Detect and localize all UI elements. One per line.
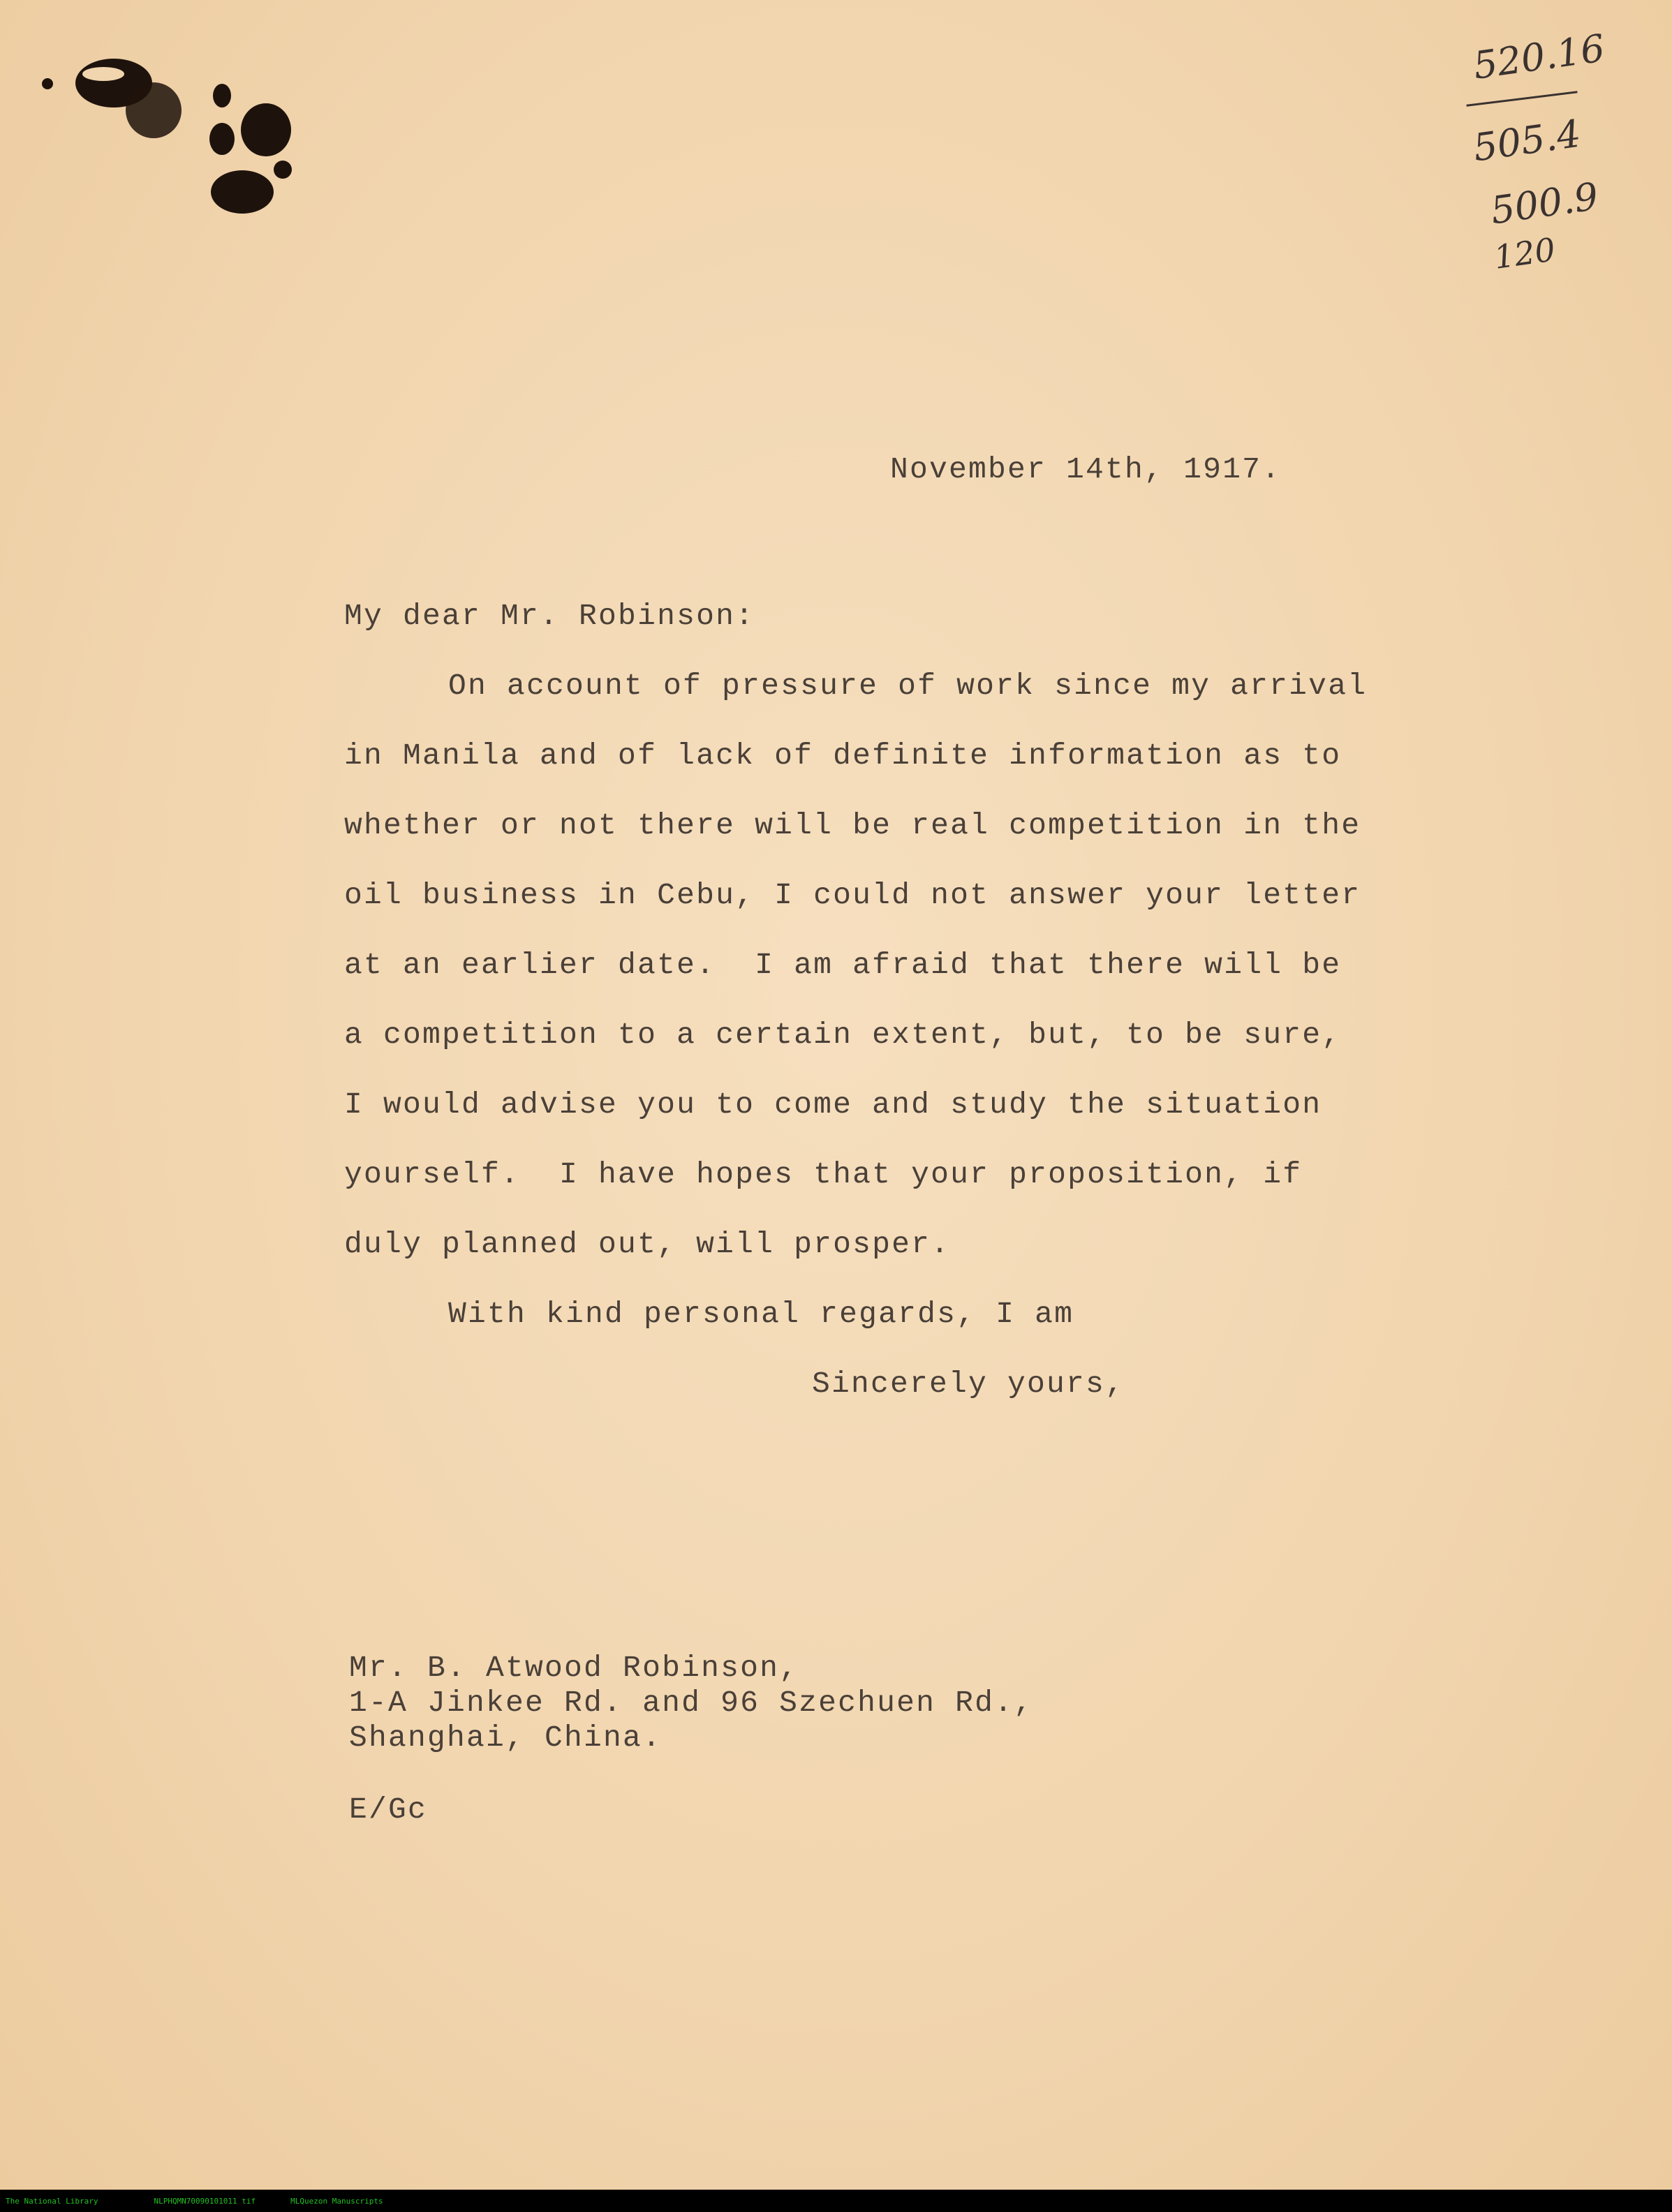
body-line: a competition to a certain extent, but, to be sure,: [344, 1018, 1342, 1052]
annotation-3: 500.9: [1488, 174, 1601, 233]
body-line: at an earlier date. I am afraid that there will be: [344, 948, 1342, 982]
body-line: in Manila and of lack of definite information as to: [344, 738, 1342, 773]
annotation-2: 505.4: [1470, 111, 1584, 170]
body-line: whether or not there will be real competition in the: [344, 808, 1361, 843]
footer-collection: MLQuezon Manuscripts: [290, 2196, 383, 2206]
annotation-1: 520.16: [1470, 26, 1608, 88]
letter-date: November 14th, 1917.: [890, 452, 1282, 487]
footer-library: The National Library: [6, 2196, 98, 2206]
footer-file-id: NLPHQMN70090101011 tif: [154, 2196, 256, 2206]
body-line: On account of pressure of work since my arrival: [448, 669, 1368, 703]
address-line: Shanghai, China.: [349, 1721, 663, 1755]
salutation: My dear Mr. Robinson:: [344, 599, 755, 633]
annotation-4: 120: [1491, 230, 1558, 276]
body-line: oil business in Cebu, I could not answer your letter: [344, 878, 1361, 912]
address-line: Mr. B. Atwood Robinson,: [349, 1651, 799, 1685]
closing: Sincerely yours,: [812, 1367, 1125, 1401]
body-line: duly planned out, will prosper.: [344, 1227, 951, 1261]
address-line: 1-A Jinkee Rd. and 96 Szechuen Rd.,: [349, 1686, 1034, 1720]
body-line: With kind personal regards, I am: [448, 1297, 1074, 1331]
typist-initials: E/Gc: [349, 1792, 428, 1827]
scan-footer: [0, 2190, 1672, 2212]
body-line: I would advise you to come and study the situation: [344, 1088, 1322, 1122]
annotation-rule: [1466, 91, 1577, 106]
body-line: yourself. I have hopes that your proposition, if: [344, 1157, 1303, 1192]
